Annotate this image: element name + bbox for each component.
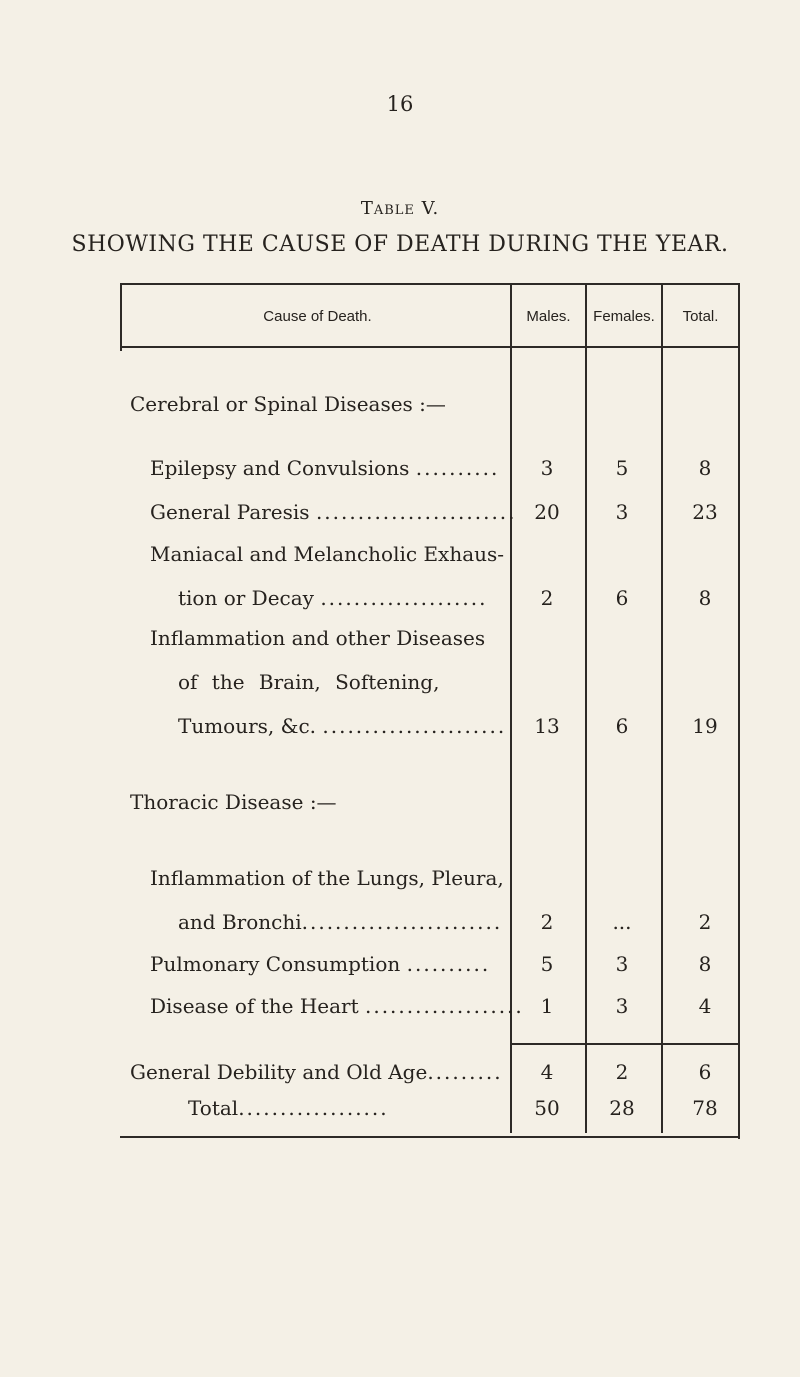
- total-total: 78: [692, 1096, 718, 1120]
- cell-females: 6: [615, 714, 629, 738]
- cell-males: 5: [540, 952, 554, 976]
- cell-females: 3: [615, 500, 629, 524]
- row-label: Tumours, &c.: [178, 714, 317, 738]
- table-subtitle: SHOWING THE CAUSE OF DEATH DURING THE YEAR.: [71, 232, 729, 257]
- header-cause: Cause of Death.: [263, 308, 372, 325]
- column-divider-females: [661, 283, 663, 1133]
- cell-males: 13: [534, 714, 560, 738]
- row-label-continued: Inflammation and other Diseases: [150, 626, 486, 650]
- row-label-continued: of the Brain, Softening,: [178, 670, 440, 694]
- leader-dots: ...................: [364, 994, 524, 1018]
- cell-total: 4: [698, 994, 712, 1018]
- header-bottom-rule: [122, 346, 740, 348]
- table-row: [178, 910, 502, 934]
- cell-total: 8: [698, 952, 712, 976]
- cell-females: 3: [615, 994, 629, 1018]
- row-label: and Bronchi: [178, 910, 302, 934]
- leader-dots: ........................: [301, 910, 503, 934]
- table-row: [150, 994, 524, 1018]
- leader-dots: ..........: [415, 456, 500, 480]
- table-row: [178, 586, 487, 610]
- left-border: [120, 283, 122, 351]
- table-name: Table V.: [360, 198, 440, 219]
- leader-dots: ....................: [320, 586, 488, 610]
- cell-males: 4: [540, 1060, 554, 1084]
- row-label-continued: Inflammation of the Lungs, Pleura,: [150, 866, 504, 890]
- table-top-rule: [120, 283, 740, 285]
- group-heading-cerebral: Cerebral or Spinal Diseases :—: [130, 392, 446, 416]
- leader-dots: .........: [427, 1060, 503, 1084]
- leader-dots: ........................: [315, 500, 517, 524]
- right-border: [738, 283, 740, 1139]
- cell-total: 23: [692, 500, 718, 524]
- row-label: Disease of the Heart: [150, 994, 359, 1018]
- group-heading-thoracic: Thoracic Disease :—: [130, 790, 337, 814]
- cell-females: ...: [612, 910, 632, 934]
- cell-males: 20: [534, 500, 560, 524]
- cell-total: 2: [698, 910, 712, 934]
- table-row: [178, 714, 506, 738]
- header-total: Total.: [682, 308, 719, 325]
- header-females: Females.: [593, 308, 655, 325]
- cell-males: 1: [540, 994, 554, 1018]
- table-row: [150, 500, 517, 524]
- totals-rule: [510, 1043, 738, 1045]
- row-label: General Debility and Old Age: [130, 1060, 428, 1084]
- cell-females: 2: [615, 1060, 629, 1084]
- cell-total: 19: [692, 714, 718, 738]
- leader-dots: ......................: [322, 714, 507, 738]
- row-label: Epilepsy and Convulsions: [150, 456, 410, 480]
- table-row: [150, 952, 490, 976]
- cell-males: 2: [540, 586, 554, 610]
- cell-females: 5: [615, 456, 629, 480]
- table-bottom-rule: [120, 1136, 740, 1138]
- column-divider-males: [585, 283, 587, 1133]
- cell-total: 8: [698, 456, 712, 480]
- page-number: 16: [386, 92, 414, 116]
- cell-total: 8: [698, 586, 712, 610]
- total-females: 28: [609, 1096, 635, 1120]
- cell-total: 6: [698, 1060, 712, 1084]
- header-males: Males.: [526, 308, 571, 325]
- table-row: [150, 456, 499, 480]
- totals-row: [188, 1096, 389, 1120]
- table-row: [130, 1060, 503, 1084]
- cell-females: 6: [615, 586, 629, 610]
- row-label: General Paresis: [150, 500, 310, 524]
- cell-females: 3: [615, 952, 629, 976]
- cell-males: 3: [540, 456, 554, 480]
- row-label-continued: Maniacal and Melancholic Exhaus-: [150, 542, 505, 566]
- cell-males: 2: [540, 910, 554, 934]
- leader-dots: ..........: [406, 952, 491, 976]
- leader-dots: ..................: [238, 1096, 389, 1120]
- row-label: tion or Decay: [178, 586, 314, 610]
- row-label: Pulmonary Consumption: [150, 952, 401, 976]
- totals-label: Total: [188, 1096, 239, 1120]
- total-males: 50: [534, 1096, 560, 1120]
